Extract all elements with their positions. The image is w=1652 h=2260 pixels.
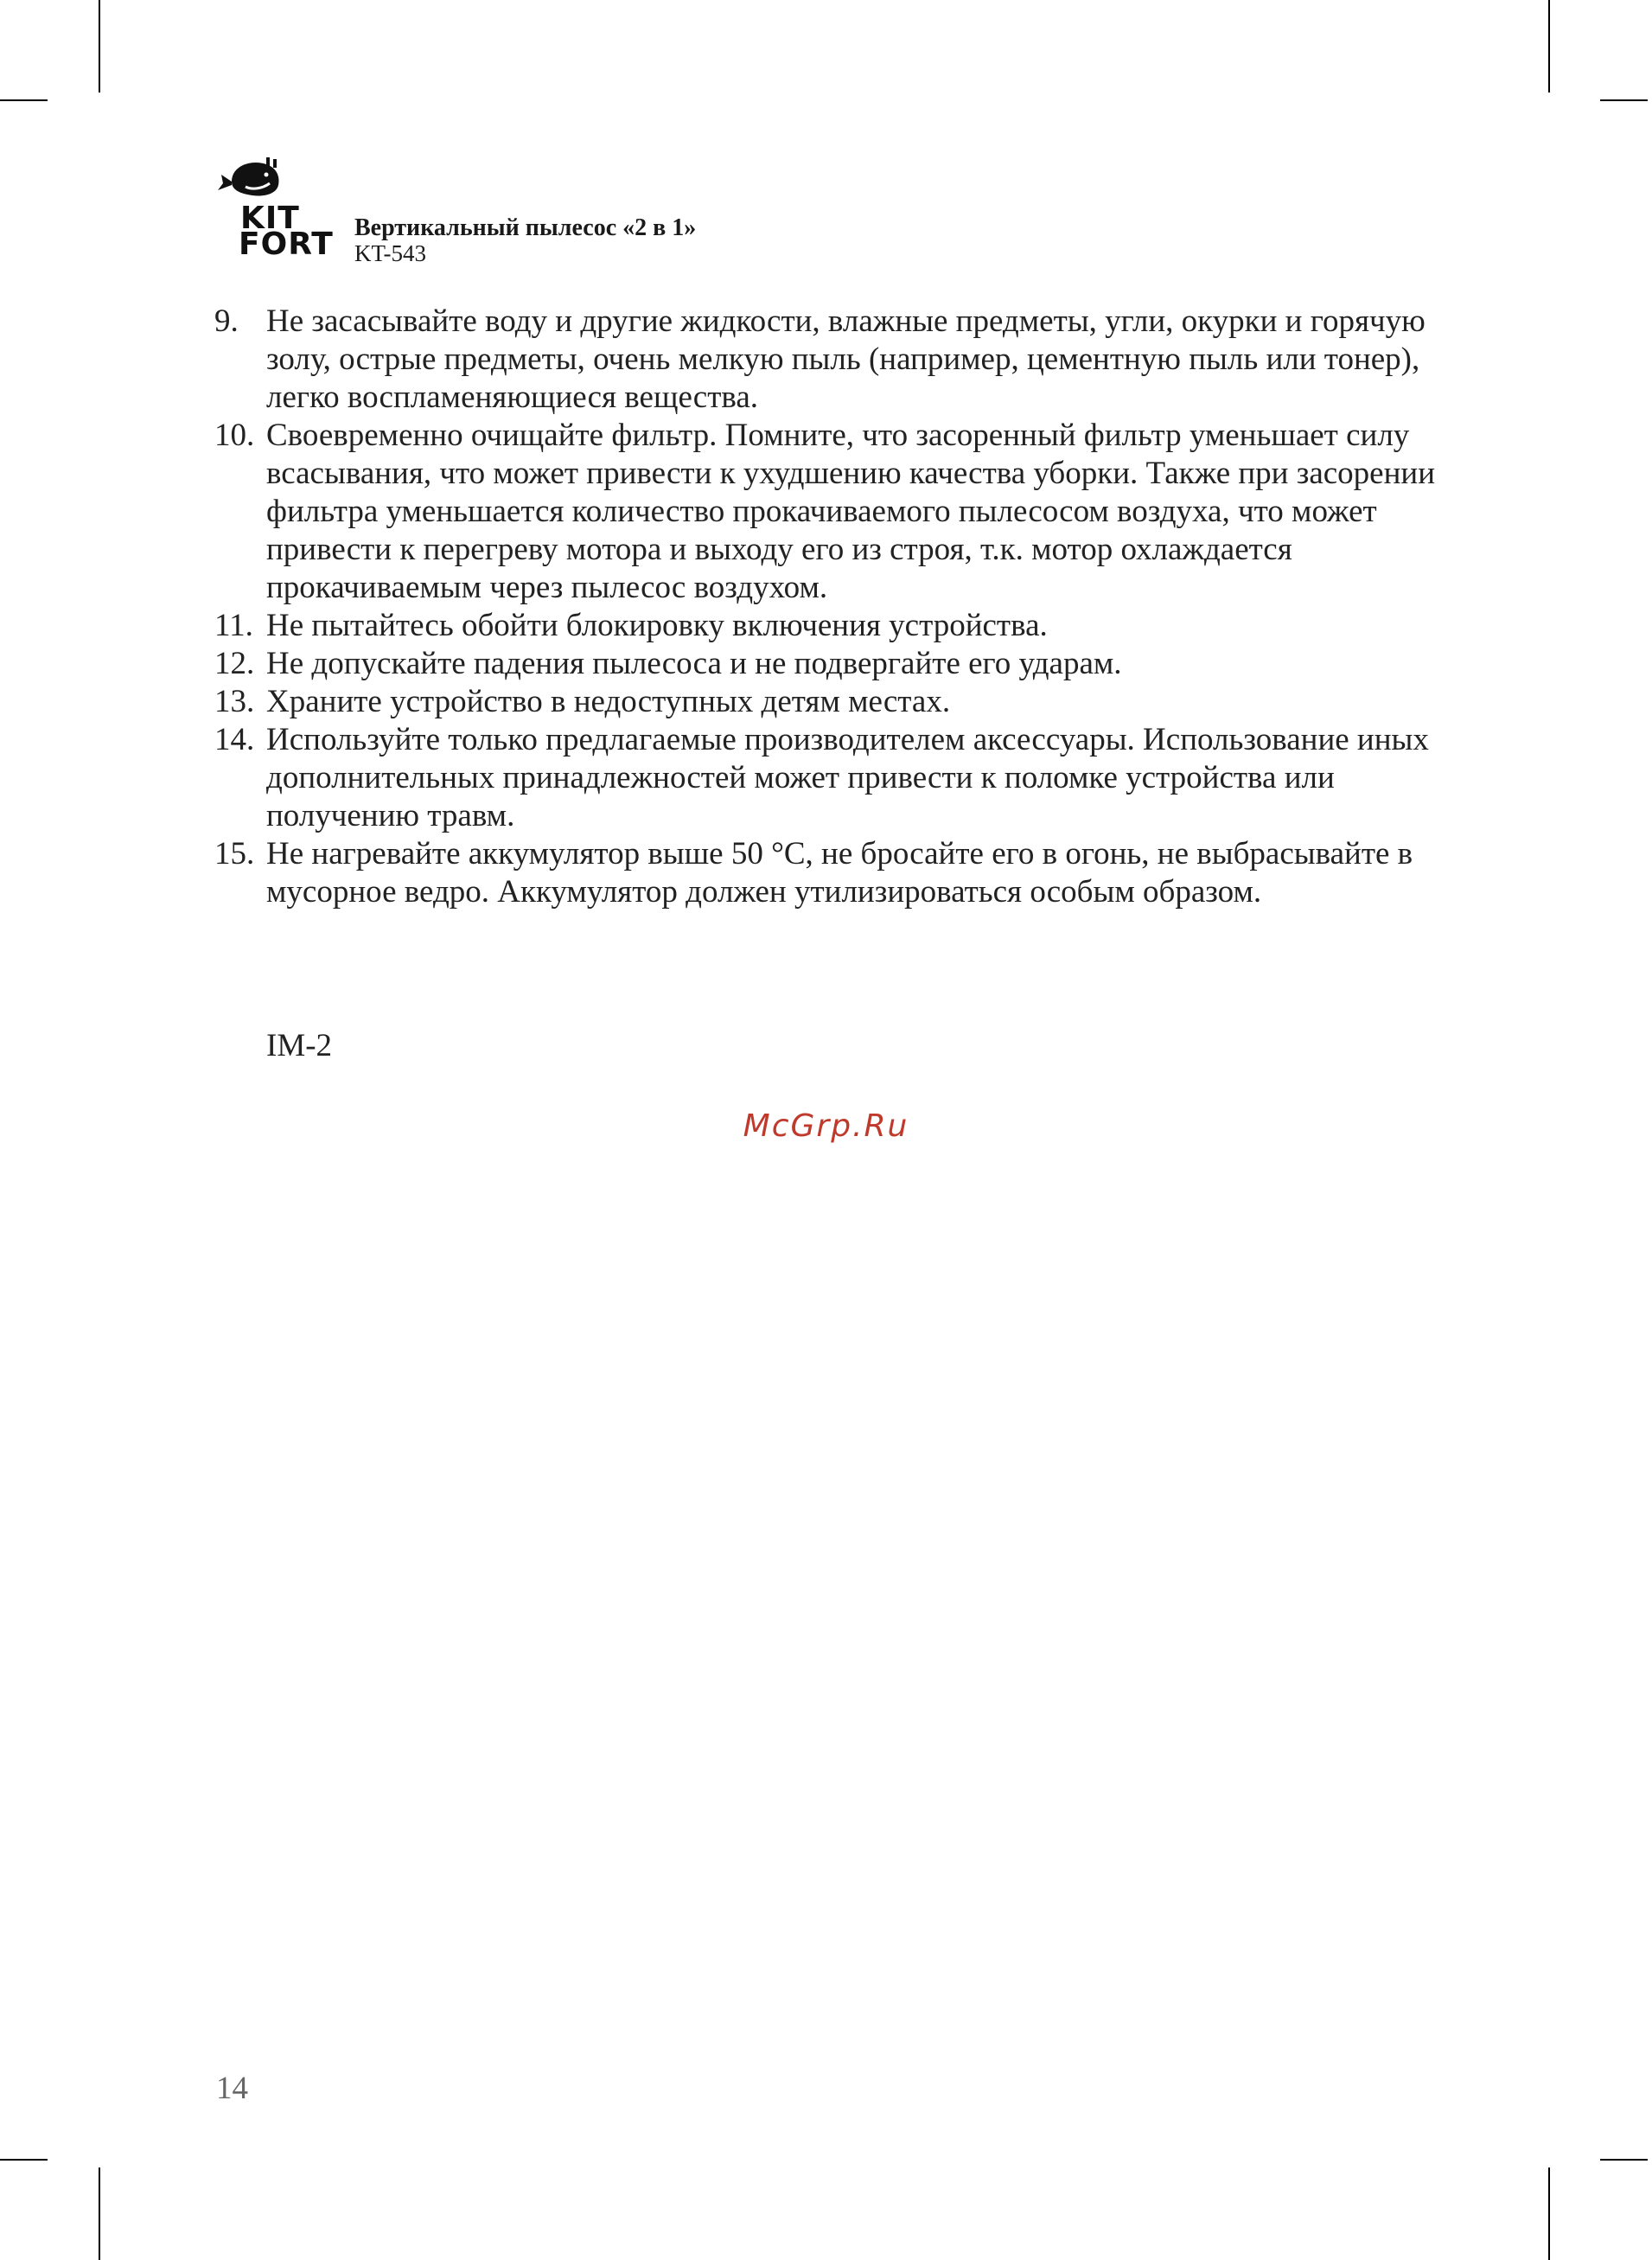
list-item [214,607,1459,645]
crop-mark-top-right [1548,0,1550,93]
list-item [214,645,1459,683]
list-item [214,303,1459,417]
logo-wordmark [239,201,334,262]
watermark-link[interactable]: McGrp.Ru [743,1108,909,1144]
list-item-text: Своевременно очищайте фильтр. Помните, что засоренный фильтр уменьшает силу всасывания, что может привести к ухудшению качества уборки. Также при засорении фильтра уменьшается количество прокачиваемого пылесосом воздуха, что может привести к перегреву мотора и выходу его из строя, т.к. мотор охлаждается прокачиваемым через пылесос воздухом. [266,418,1435,605]
product-model: KT-543 [354,240,427,266]
list-item-text: Не пытайтесь обойти блокировку включения устройства. [266,608,1048,643]
kitfort-logo [214,154,335,266]
list-item-number: 9. [214,303,239,339]
product-title: Вертикальный пылесос «2 в 1» [354,214,697,241]
list-item-number: 10. [214,418,255,453]
list-item [214,417,1459,607]
list-item [214,835,1459,911]
list-item-text: Не допускайте падения пылесоса и не подвергайте его ударам. [266,646,1122,681]
document-header [214,154,820,266]
page-number: 14 [216,2071,248,2106]
document-code: IM-2 [266,1028,333,1063]
crop-mark-bottom-right [1548,2167,1550,2260]
logo-line-fort: FORT [239,227,334,262]
crop-mark-top-left-h [0,99,48,101]
list-item-number: 15. [214,836,255,871]
list-item-number: 14. [214,722,255,757]
list-item-text: Используйте только предлагаемые производителем аксессуары. Использование иных дополнительных принадлежностей может привести к поломке устройства или получению травм. [266,722,1429,833]
crop-mark-bottom-left-h [0,2159,48,2161]
crop-mark-top-right-h [1600,99,1648,101]
list-item-number: 11. [214,608,253,643]
whale-plug-icon [216,156,284,199]
list-item-number: 12. [214,646,255,681]
list-item-text: Храните устройство в недоступных детям местах. [266,684,951,719]
crop-mark-bottom-left [99,2167,100,2260]
crop-mark-bottom-right-h [1600,2159,1648,2161]
list-item [214,721,1459,835]
safety-instructions-list [214,303,1459,911]
logo-line-kit: KIT [240,201,300,236]
list-item [214,683,1459,721]
list-item-text: Не засасывайте воду и другие жидкости, влажные предметы, угли, окурки и горячую золу, острые предметы, очень мелкую пыль (например, цементную пыль или тонер), легко воспламеняющиеся вещества. [266,303,1426,415]
list-item-number: 13. [214,684,255,719]
list-item-text: Не нагревайте аккумулятор выше 50 °C, не бросайте его в огонь, не выбрасывайте в мусорное ведро. Аккумулятор должен утилизироваться особым образом. [266,836,1413,910]
crop-mark-top-left [99,0,100,93]
